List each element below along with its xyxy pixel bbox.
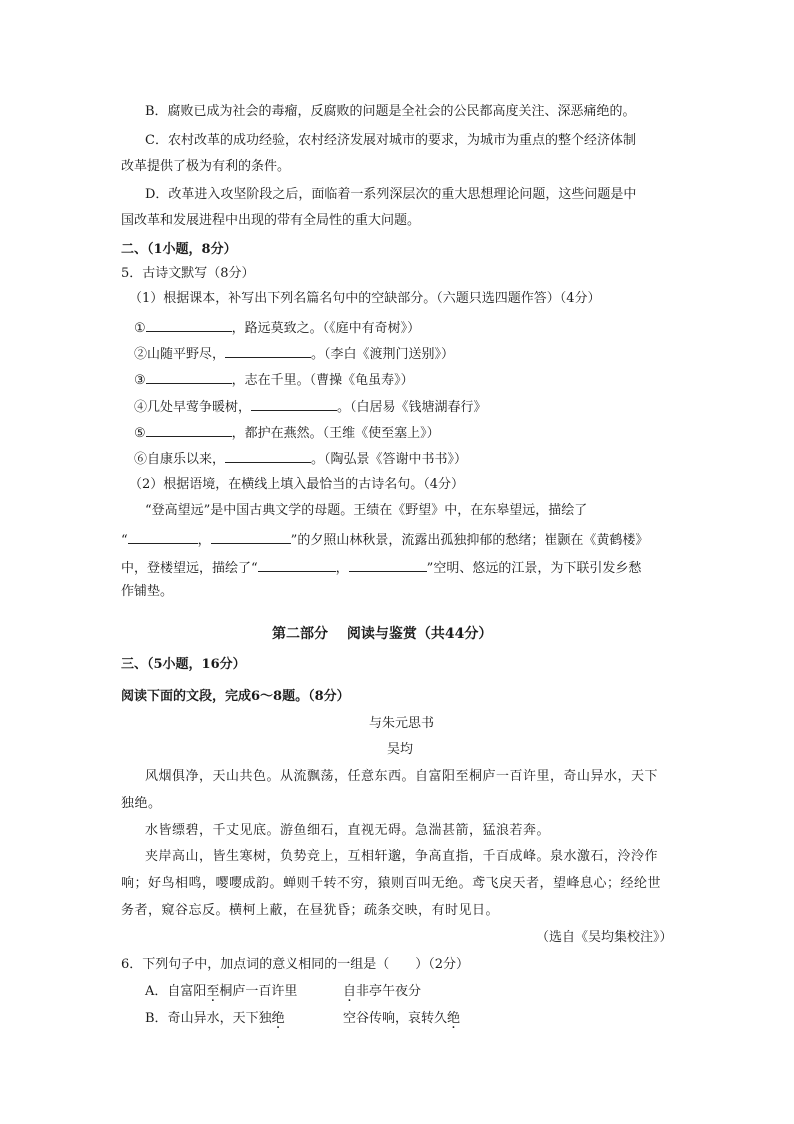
choice-a[interactable]: A．自富阳至桐庐一百许里 bbox=[145, 984, 298, 999]
choice-a-right: 自非亭午夜分 bbox=[343, 984, 422, 999]
answer-blank[interactable] bbox=[225, 448, 311, 463]
passage-author: 吴均 bbox=[387, 742, 414, 757]
passage-title: 与朱元思书 bbox=[369, 716, 435, 731]
passage-line1: 风烟俱净，天山共色。从流飘荡，任意东西。自富阳至桐庐一百许里，奇山异水，天下 bbox=[145, 769, 659, 784]
answer-blank[interactable] bbox=[146, 317, 232, 332]
answer-blank[interactable] bbox=[251, 396, 337, 411]
section-three-heading: 三、（5小题，16分） bbox=[121, 657, 246, 672]
context-line1: “登高望远”是中国古典文学的母题。王绩在《野望》中，在东皋望远，描绘了 bbox=[145, 503, 588, 518]
answer-blank[interactable] bbox=[225, 343, 311, 358]
question-5: 5．古诗文默写（8分） bbox=[121, 266, 255, 281]
section-two-heading: 二、（1小题，8分） bbox=[121, 242, 237, 257]
answer-blank[interactable] bbox=[146, 369, 232, 384]
recitation-item-5: ⑤ ，都护在燕然。（王维《使至塞上》） bbox=[134, 422, 440, 443]
question-6: 6．下列句子中，加点词的意义相同的一组是（ ）（2分） bbox=[121, 957, 470, 972]
passage-line2: 独绝。 bbox=[121, 796, 162, 811]
option-c-line1: C．农村改革的成功经验，农村经济发展对城市的要求，为城市为重点的整个经济体制 bbox=[145, 133, 636, 148]
option-d-line2: 国改革和发展进程中出现的带有全局性的重大问题。 bbox=[121, 213, 421, 228]
recitation-item-3: ③ ，志在千里。（曹操《龟虽寿》） bbox=[134, 369, 414, 390]
recitation-item-6: ⑥自康乐以来， 。（陶弘景《答谢中书书》） bbox=[134, 448, 467, 469]
recitation-item-1: ① ，路远莫致之。（《庭中有奇树》） bbox=[134, 317, 420, 338]
passage-line3: 水皆缥碧，千丈见底。游鱼细石，直视无碍。急湍甚箭，猛浪若奔。 bbox=[145, 823, 551, 838]
context-line3: 中，登楼望远，描绘了“ ， ”空明、悠远的江景，为下联引发乡愁 bbox=[121, 557, 641, 578]
answer-blank[interactable] bbox=[128, 529, 198, 544]
answer-blank[interactable] bbox=[349, 557, 427, 572]
question-5-part1: （1）根据课本，补写出下列名篇名句中的空缺部分。（六题只选四题作答）（4分） bbox=[129, 291, 601, 306]
passage-line4: 夹岸高山，皆生寒树，负势竞上，互相轩邈，争高直指，千百成峰。泉水激石，泠泠作 bbox=[145, 849, 659, 864]
option-b: B．腐败已成为社会的毒瘤，反腐败的问题是全社会的公民都高度关注、深恶痛绝的。 bbox=[145, 104, 636, 119]
option-c-line2: 改革提供了极为有利的条件。 bbox=[121, 159, 291, 174]
choice-b[interactable]: B．奇山异水，天下独绝 bbox=[145, 1011, 285, 1026]
option-d-line1: D．改革进入攻坚阶段之后，面临着一系列深层次的重大思想理论问题，这些问题是中 bbox=[145, 187, 637, 202]
answer-blank[interactable] bbox=[146, 422, 232, 437]
recitation-item-4: ④几处早莺争暖树， 。（白居易《钱塘湖春行》 bbox=[134, 396, 487, 417]
reading-instruction: 阅读下面的文段，完成6～8题。（8分） bbox=[121, 689, 350, 704]
recitation-item-2: ②山随平野尽， 。（李白《渡荆门送别》） bbox=[134, 343, 454, 364]
passage-line5: 响；好鸟相鸣，嘤嘤成韵。蝉则千转不穷，猿则百叫无绝。鸢飞戾天者，望峰息心；经纶世 bbox=[121, 876, 662, 891]
part-two-title: 第二部分 阅读与鉴赏（共44分） bbox=[272, 626, 493, 642]
answer-blank[interactable] bbox=[211, 529, 291, 544]
choice-b-right: 空谷传响，哀转久绝 bbox=[343, 1011, 461, 1026]
context-line2: “ ， ”的夕照山林秋景，流露出孤独抑郁的愁绪；崔颢在《黄鹤楼》 bbox=[121, 529, 648, 550]
answer-blank[interactable] bbox=[258, 557, 336, 572]
passage-line6: 务者，窥谷忘反。横柯上蔽，在昼犹昏；疏条交映，有时见日。 bbox=[121, 903, 500, 918]
question-5-part2: （2）根据语境，在横线上填入最恰当的古诗名句。（4分） bbox=[129, 477, 465, 492]
passage-source: （选自《吴均集校注》） bbox=[536, 930, 673, 945]
context-line4: 作铺垫。 bbox=[121, 584, 174, 599]
